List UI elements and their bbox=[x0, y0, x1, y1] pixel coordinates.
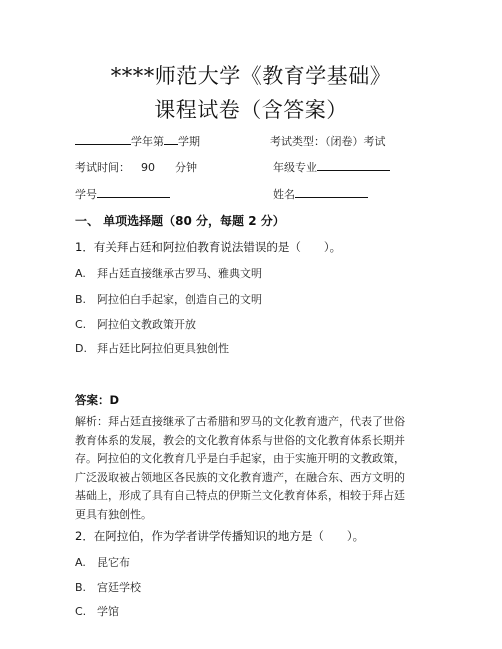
grade-major-field bbox=[273, 159, 390, 175]
explanation-line: 解析：拜占廷直接继承了古希腊和罗马的文化教育遗产，代表了世俗 bbox=[75, 415, 405, 428]
q2-option-a: A. 昆它布 bbox=[75, 556, 130, 569]
exam-time-field bbox=[75, 159, 197, 175]
term-label: 学期 bbox=[178, 135, 200, 148]
id-label: 学号 bbox=[75, 188, 97, 201]
q1-option-b: B. 阿拉伯白手起家，创造自己的文明 bbox=[75, 293, 262, 306]
grade-blank bbox=[317, 159, 390, 171]
section-heading: 一、 单项选择题（80 分，每题 2 分） bbox=[75, 214, 285, 228]
grade-label: 年级专业 bbox=[273, 161, 317, 174]
explanation-line: 更具有独创性。 bbox=[75, 507, 152, 521]
q1-option-a: A. 拜占廷直接继承古罗马、雅典文明 bbox=[75, 267, 262, 280]
name-blank bbox=[295, 186, 368, 198]
q1-explanation bbox=[75, 413, 427, 524]
id-blank bbox=[97, 186, 170, 198]
year-label: 学年第 bbox=[131, 135, 164, 148]
q2-option-b: B. 宫廷学校 bbox=[75, 581, 141, 594]
q1-option-d: D. 拜占廷比阿拉伯更具独创性 bbox=[75, 342, 229, 355]
exam-subtitle: 课程试卷（含答案） bbox=[154, 98, 348, 122]
name-label: 姓名 bbox=[273, 188, 295, 201]
question-1: 1．有关拜占廷和阿拉伯教育说法错误的是（ ）。 bbox=[75, 240, 342, 254]
exam-title: ****师范大学《教育学基础》 bbox=[110, 64, 392, 88]
q1-answer: 答案：D bbox=[75, 393, 120, 407]
academic-year-field bbox=[75, 133, 200, 149]
question-2: 2．在阿拉伯，作为学者讲学传播知识的地方是（ ）。 bbox=[75, 529, 365, 543]
exam-type: 考试类型：（闭卷）考试 bbox=[270, 135, 386, 148]
explanation-line: 广泛汲取被占领地区各民族的文化教育遗产，在融合东、西方文明的 bbox=[75, 470, 405, 484]
term-blank bbox=[164, 133, 178, 145]
time-label: 考试时间： bbox=[75, 161, 130, 174]
q2-option-c: C. 学馆 bbox=[75, 605, 119, 618]
student-id-field bbox=[75, 186, 170, 202]
q1-option-c: C. 阿拉伯文教政策开放 bbox=[75, 318, 196, 331]
time-unit: 分钟 bbox=[175, 161, 197, 174]
name-field bbox=[273, 186, 368, 202]
explanation-line: 存。阿拉伯的文化教育几乎是白手起家，由于实施开明的文教政策， bbox=[75, 452, 405, 465]
year-blank bbox=[75, 133, 131, 145]
explanation-line: 教育体系的发展，教会的文化教育体系与世俗的文化教育体系长期并 bbox=[75, 433, 405, 447]
explanation-line: 基础上，形成了具有自己特点的伊斯兰文化教育体系，相较于拜占廷 bbox=[75, 489, 405, 502]
time-value: 90 bbox=[141, 161, 155, 174]
